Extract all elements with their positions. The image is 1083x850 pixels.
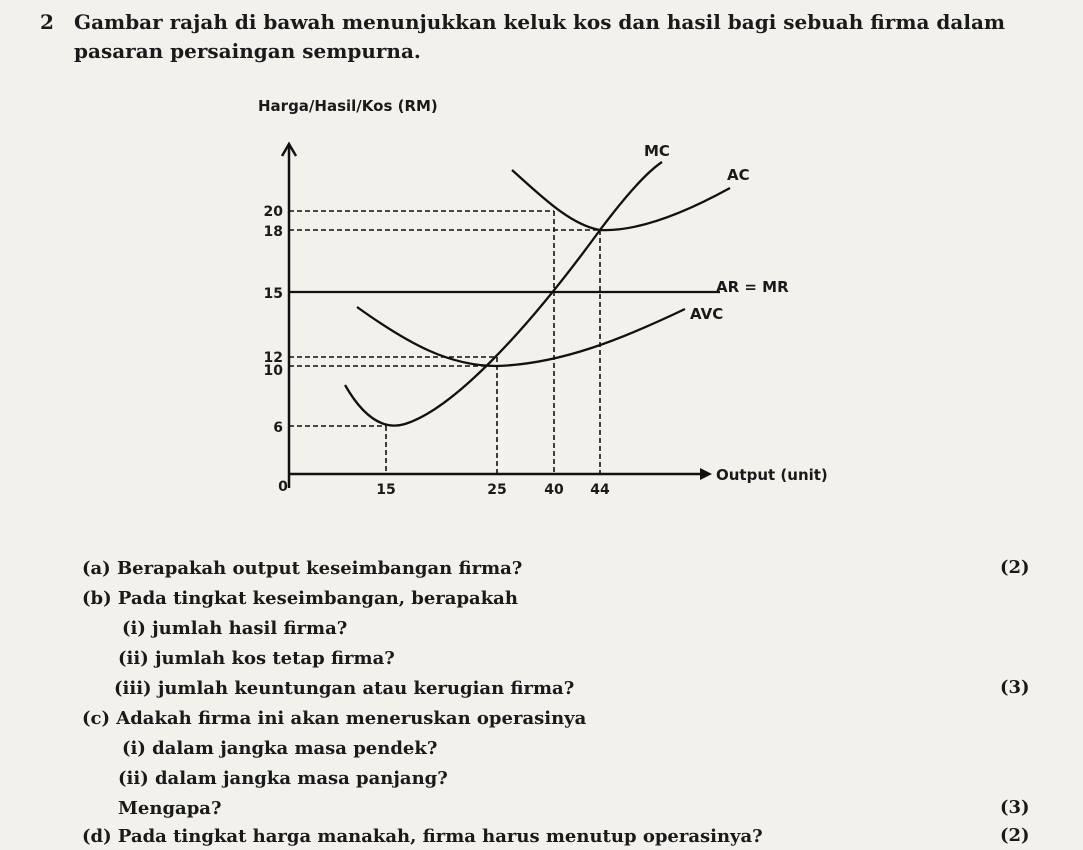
part-b-marks: (3)	[1000, 677, 1030, 698]
part-a-marks: (2)	[1000, 557, 1030, 578]
y-tick-20: 20	[263, 204, 283, 220]
avc-label: AVC	[690, 305, 724, 323]
y-tick-10: 10	[263, 363, 283, 379]
avc-curve	[357, 307, 685, 366]
x-tick-15: 15	[376, 482, 396, 498]
part-c: (c) Adakah firma ini akan meneruskan operasinya	[82, 708, 587, 729]
question-number: 2	[40, 10, 54, 34]
part-a: (a) Berapakah output keseimbangan firma?	[82, 558, 523, 579]
part-d: (d) Pada tingkat harga manakah, firma harus menutup operasinya?	[82, 826, 763, 847]
part-c-i: (i) dalam jangka masa pendek?	[122, 738, 438, 759]
ar-mr-label: AR = MR	[716, 278, 789, 296]
ac-label: AC	[727, 166, 750, 184]
y-tick-12: 12	[263, 350, 283, 366]
origin-label: 0	[278, 479, 288, 495]
part-b: (b) Pada tingkat keseimbangan, berapakah	[82, 588, 518, 609]
question-text: Gambar rajah di bawah menunjukkan keluk kos dan hasil bagi sebuah firma dalam pasaran persaingan sempurna.	[74, 10, 1006, 63]
mc-curve	[345, 162, 662, 426]
part-d-marks: (2)	[1000, 825, 1030, 846]
part-c-why: Mengapa?	[118, 798, 222, 819]
x-tick-25: 25	[487, 482, 507, 498]
mc-label: MC	[644, 142, 670, 160]
x-axis-arrow	[700, 468, 712, 480]
x-tick-44: 44	[590, 482, 610, 498]
part-b-i: (i) jumlah hasil firma?	[122, 618, 348, 639]
part-c-marks: (3)	[1000, 797, 1030, 818]
part-b-iii: (iii) jumlah keuntungan atau kerugian firma?	[114, 678, 575, 699]
y-tick-6: 6	[273, 420, 283, 436]
y-tick-18: 18	[263, 224, 283, 240]
part-b-ii: (ii) jumlah kos tetap firma?	[118, 648, 395, 669]
x-tick-40: 40	[544, 482, 564, 498]
part-c-ii: (ii) dalam jangka masa panjang?	[118, 768, 448, 789]
x-axis-label: Output (unit)	[716, 466, 828, 484]
y-tick-15: 15	[263, 286, 283, 302]
ac-curve	[512, 170, 730, 230]
y-axis-label: Harga/Hasil/Kos (RM)	[258, 97, 438, 115]
